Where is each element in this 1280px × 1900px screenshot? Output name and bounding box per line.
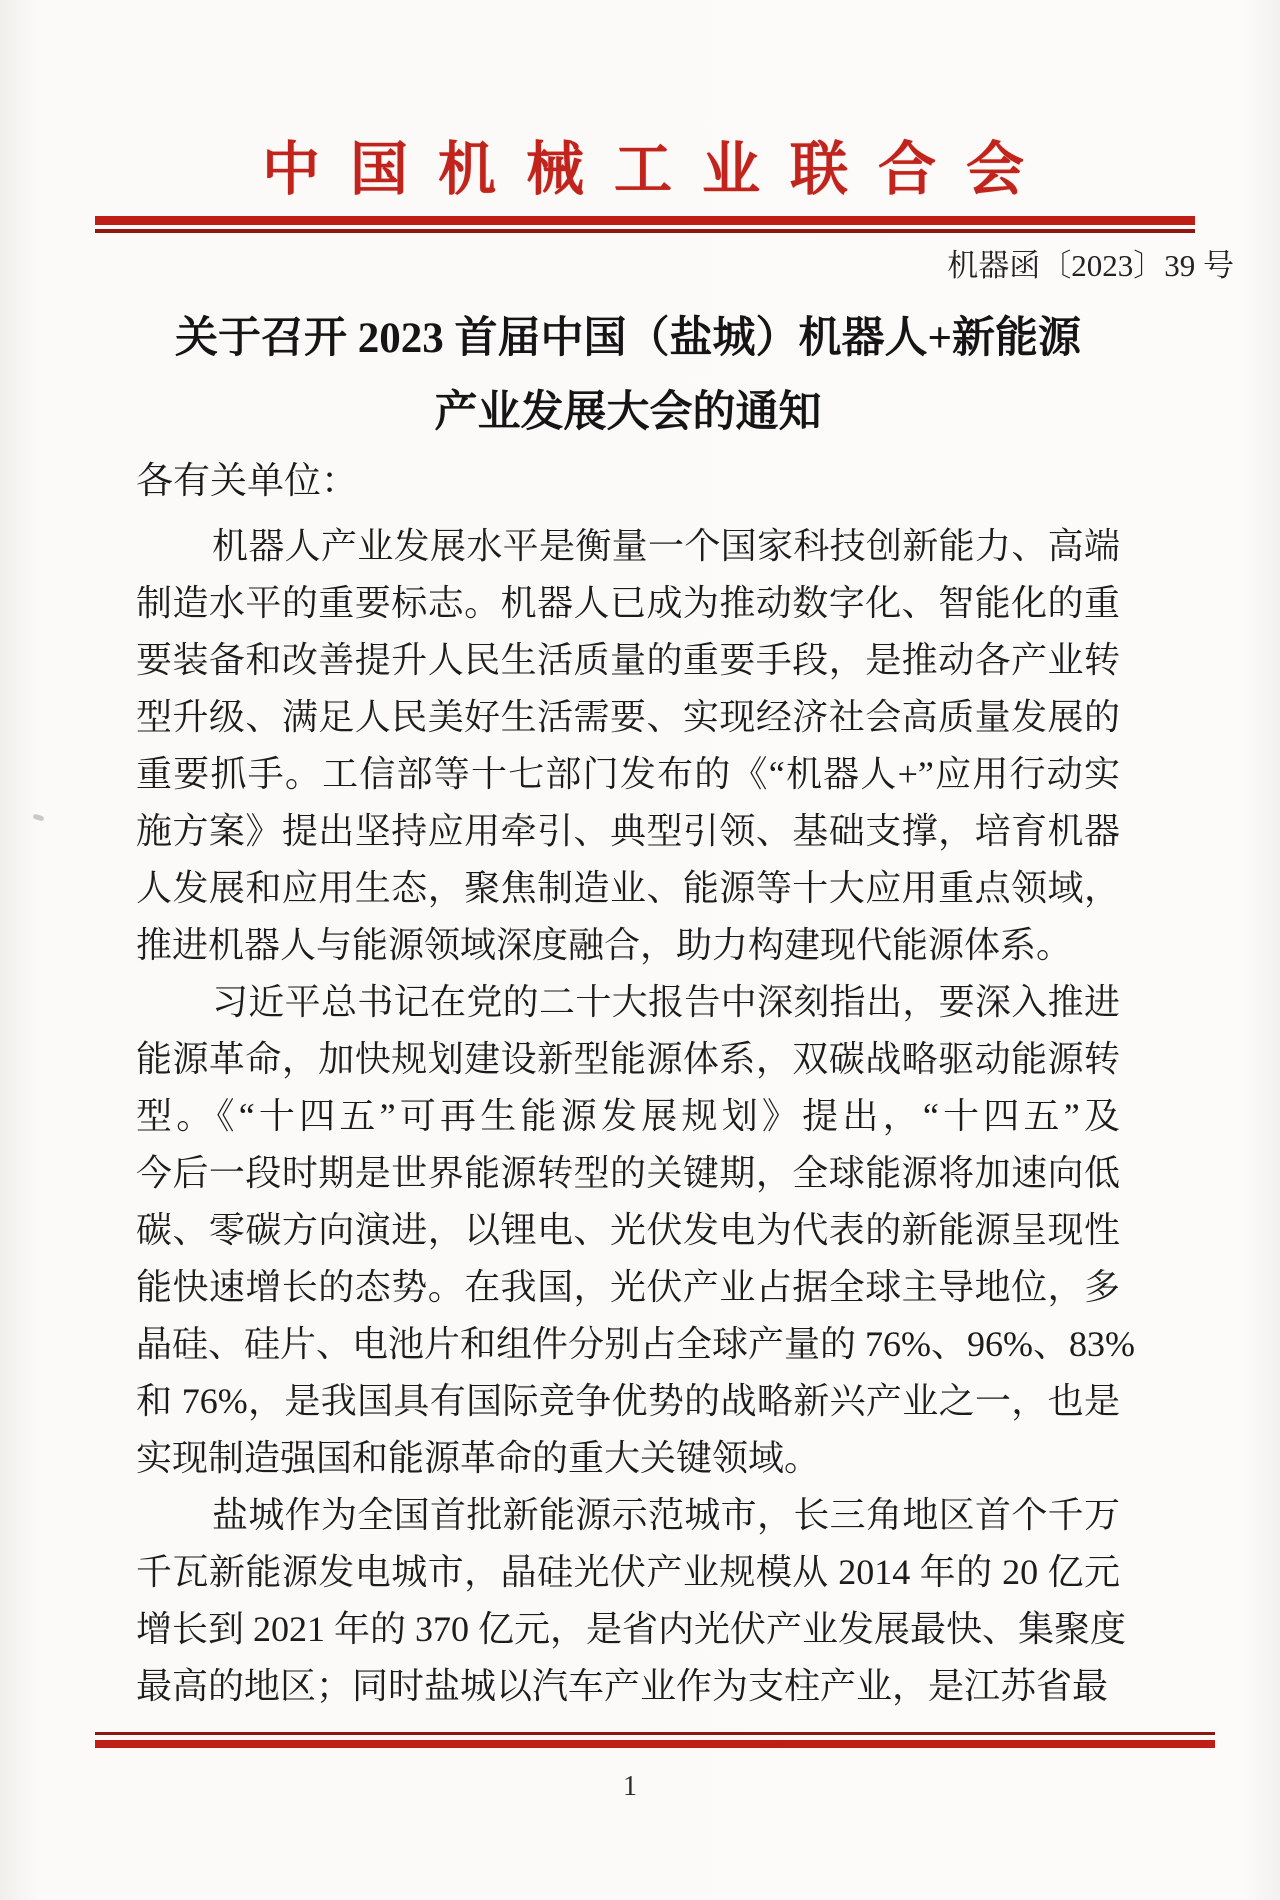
body-line: 制造水平的重要标志。机器人已成为推动数字化、智能化的重 [136,583,1120,623]
salutation: 各有关单位： [136,461,358,502]
body-line: 盐城作为全国首批新能源示范城市，长三角地区首个千万 [212,1495,1120,1535]
body-line: 重要抓手。工信部等十七部门发布的《“机器人+”应用行动实 [136,754,1120,794]
body-line: 实现制造强国和能源革命的重大关键领域。 [136,1438,821,1478]
footer-rule-thick [95,1740,1215,1748]
body-line: 和 76%，是我国具有国际竞争优势的战略新兴产业之一，也是 [136,1381,1120,1421]
body-line: 施方案》提出坚持应用牵引、典型引领、基础支撑，培育机器 [136,811,1120,851]
body-line: 千瓦新能源发电城市，晶硅光伏产业规模从 2014 年的 20 亿元 [136,1552,1120,1592]
body-line: 型。《“十四五”可再生能源发展规划》提出，“十四五”及 [136,1096,1120,1136]
body-line: 增长到 2021 年的 370 亿元，是省内光伏产业发展最快、集聚度 [136,1609,1127,1649]
letterhead-org-name: 中国机械工业联合会 [261,137,1054,202]
footer-rule-thin [95,1732,1215,1735]
document-title-line2: 产业发展大会的通知 [434,389,822,436]
body-line: 今后一段时期是世界能源转型的关键期，全球能源将加速向低 [136,1153,1120,1193]
document-number: 机器函〔2023〕39 号 [947,248,1234,283]
document-title-line1: 关于召开 2023 首届中国（盐城）机器人+新能源 [174,315,1081,362]
letterhead-rule-thin [95,229,1195,233]
body-line: 最高的地区；同时盐城以汽车产业作为支柱产业，是江苏省最 [136,1666,1109,1706]
body-line: 型升级、满足人民美好生活需要、实现经济社会高质量发展的 [136,697,1120,737]
body-line: 习近平总书记在党的二十大报告中深刻指出，要深入推进 [212,982,1120,1022]
body-line: 人发展和应用生态，聚焦制造业、能源等十大应用重点领域， [136,868,1120,908]
body-line: 机器人产业发展水平是衡量一个国家科技创新能力、高端 [212,526,1120,566]
scan-artifact [32,813,44,821]
body-line: 晶硅、硅片、电池片和组件分别占全球产量的 76%、96%、83% [136,1324,1135,1364]
page-number: 1 [623,1771,637,1802]
document-body [136,518,1135,1715]
letterhead-rule-thick [95,216,1195,225]
body-line: 推进机器人与能源领域深度融合，助力构建现代能源体系。 [136,925,1073,965]
body-line: 能快速增长的态势。在我国，光伏产业占据全球主导地位，多 [136,1267,1120,1307]
body-line: 碳、零碳方向演进，以锂电、光伏发电为代表的新能源呈现性 [136,1210,1120,1250]
body-line: 要装备和改善提升人民生活质量的重要手段，是推动各产业转 [136,640,1120,680]
body-line: 能源革命，加快规划建设新型能源体系，双碳战略驱动能源转 [136,1039,1120,1079]
